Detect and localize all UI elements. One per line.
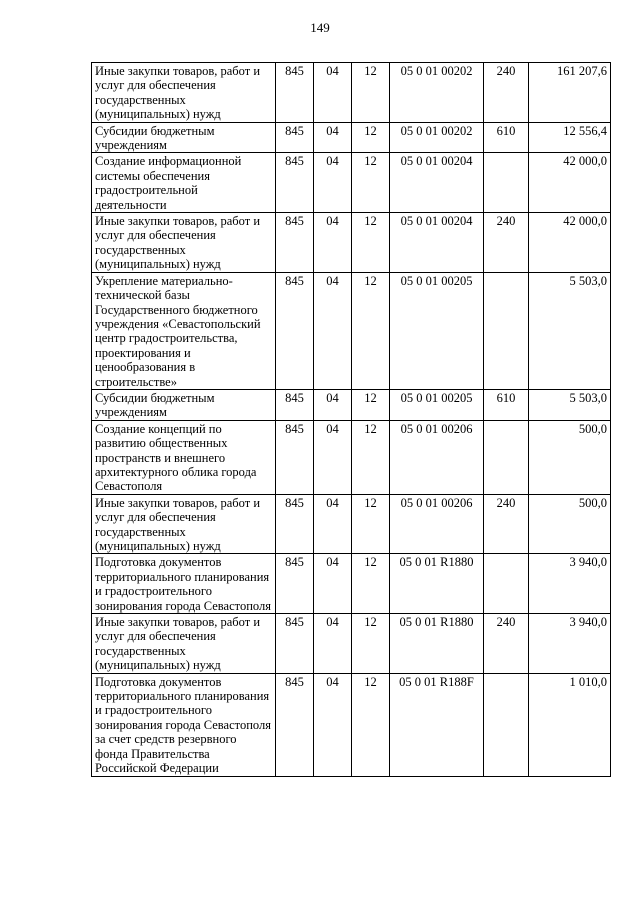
table-row	[92, 389, 611, 420]
section-code: 04	[314, 554, 352, 614]
expense-type-code: 610	[484, 389, 529, 420]
target-article-code: 05 0 01 R1880	[390, 554, 484, 614]
subsection-code: 12	[352, 213, 390, 273]
expense-type-code: 240	[484, 494, 529, 554]
section-code: 04	[314, 272, 352, 389]
table-row	[92, 494, 611, 554]
target-article-code: 05 0 01 00202	[390, 122, 484, 153]
subsection-code: 12	[352, 63, 390, 123]
table-row	[92, 554, 611, 614]
expense-type-code: 240	[484, 614, 529, 674]
section-code: 04	[314, 389, 352, 420]
ministry-code: 845	[276, 673, 314, 776]
expense-type-code	[484, 554, 529, 614]
ministry-code: 845	[276, 420, 314, 494]
subsection-code: 12	[352, 389, 390, 420]
target-article-code: 05 0 01 00204	[390, 153, 484, 213]
expense-type-code	[484, 153, 529, 213]
amount: 5 503,0	[529, 389, 611, 420]
table-row	[92, 673, 611, 776]
target-article-code: 05 0 01 00204	[390, 213, 484, 273]
expense-type-code: 240	[484, 213, 529, 273]
ministry-code: 845	[276, 153, 314, 213]
ministry-code: 845	[276, 272, 314, 389]
expense-type-code	[484, 420, 529, 494]
page-number: 149	[310, 20, 330, 35]
target-article-code: 05 0 01 R1880	[390, 614, 484, 674]
amount: 1 010,0	[529, 673, 611, 776]
expense-name: Создание информационной системы обеспечения градостроительной деятельности	[92, 153, 276, 213]
target-article-code: 05 0 01 00206	[390, 420, 484, 494]
table-row	[92, 420, 611, 494]
section-code: 04	[314, 494, 352, 554]
amount: 3 940,0	[529, 614, 611, 674]
amount: 3 940,0	[529, 554, 611, 614]
table-row	[92, 122, 611, 153]
expense-type-code: 610	[484, 122, 529, 153]
ministry-code: 845	[276, 213, 314, 273]
subsection-code: 12	[352, 494, 390, 554]
expense-name: Иные закупки товаров, работ и услуг для обеспечения государственных (муниципальных) нужд	[92, 614, 276, 674]
amount: 500,0	[529, 420, 611, 494]
section-code: 04	[314, 673, 352, 776]
subsection-code: 12	[352, 272, 390, 389]
amount: 5 503,0	[529, 272, 611, 389]
amount: 42 000,0	[529, 153, 611, 213]
table-row	[92, 213, 611, 273]
section-code: 04	[314, 122, 352, 153]
amount: 42 000,0	[529, 213, 611, 273]
subsection-code: 12	[352, 673, 390, 776]
section-code: 04	[314, 63, 352, 123]
ministry-code: 845	[276, 63, 314, 123]
target-article-code: 05 0 01 00205	[390, 389, 484, 420]
subsection-code: 12	[352, 122, 390, 153]
section-code: 04	[314, 213, 352, 273]
ministry-code: 845	[276, 122, 314, 153]
expense-type-code: 240	[484, 63, 529, 123]
expense-name: Подготовка документов территориального планирования и градостроительного зонирования города Севастополя за счет средств резервного фонда Правительства Российской Федерации	[92, 673, 276, 776]
expense-name: Иные закупки товаров, работ и услуг для обеспечения государственных (муниципальных) нужд	[92, 63, 276, 123]
ministry-code: 845	[276, 554, 314, 614]
expense-type-code	[484, 272, 529, 389]
expense-name: Иные закупки товаров, работ и услуг для обеспечения государственных (муниципальных) нужд	[92, 213, 276, 273]
target-article-code: 05 0 01 00205	[390, 272, 484, 389]
subsection-code: 12	[352, 153, 390, 213]
amount: 161 207,6	[529, 63, 611, 123]
expense-name: Субсидии бюджетным учреждениям	[92, 389, 276, 420]
target-article-code: 05 0 01 00206	[390, 494, 484, 554]
expense-name: Укрепление материально-технической базы Государственного бюджетного учреждения «Севастопольский центр градостроительства, проектирования и ценообразования в строительстве»	[92, 272, 276, 389]
expense-type-code	[484, 673, 529, 776]
section-code: 04	[314, 420, 352, 494]
budget-table	[91, 62, 611, 777]
table-row	[92, 272, 611, 389]
ministry-code: 845	[276, 494, 314, 554]
amount: 500,0	[529, 494, 611, 554]
expense-name: Создание концепций по развитию общественных пространств и внешнего архитектурного облика города Севастополя	[92, 420, 276, 494]
table-row	[92, 614, 611, 674]
subsection-code: 12	[352, 420, 390, 494]
expense-name: Иные закупки товаров, работ и услуг для обеспечения государственных (муниципальных) нужд	[92, 494, 276, 554]
target-article-code: 05 0 01 R188F	[390, 673, 484, 776]
section-code: 04	[314, 614, 352, 674]
target-article-code: 05 0 01 00202	[390, 63, 484, 123]
amount: 12 556,4	[529, 122, 611, 153]
subsection-code: 12	[352, 554, 390, 614]
table-row	[92, 153, 611, 213]
subsection-code: 12	[352, 614, 390, 674]
expense-name: Субсидии бюджетным учреждениям	[92, 122, 276, 153]
expense-name: Подготовка документов территориального планирования и градостроительного зонирования города Севастополя	[92, 554, 276, 614]
table-row	[92, 63, 611, 123]
ministry-code: 845	[276, 389, 314, 420]
ministry-code: 845	[276, 614, 314, 674]
section-code: 04	[314, 153, 352, 213]
